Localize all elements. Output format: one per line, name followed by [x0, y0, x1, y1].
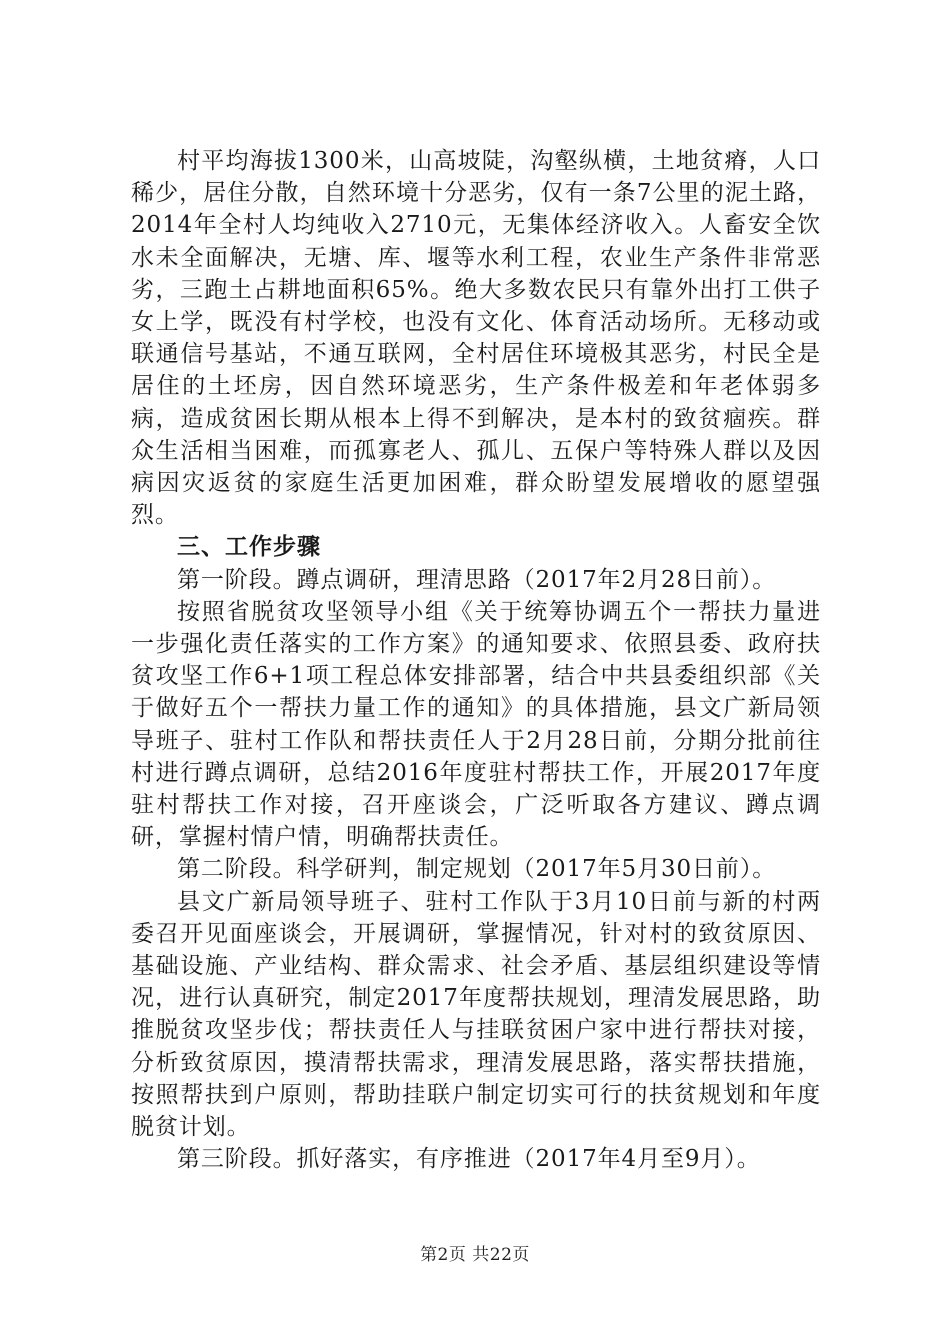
- paragraph-phase-two-detail: 县文广新局领导班子、驻村工作队于3月10日前与新的村两委召开见面座谈会，开展调研，掌握情况，针对村的致贫原因、基础设施、产业结构、群众需求、社会矛盾、基层组织建设等情况，进行认真研究，制定2017年度帮扶规划，理清发展思路，助推脱贫攻坚步伐；帮扶责任人与挂联贫困户家中进行帮扶对接，分析致贫原因，摸清帮扶需求，理清发展思路，落实帮扶措施，按照帮扶到户原则，帮助挂联户制定切实可行的扶贫规划和年度脱贫计划。: [131, 888, 821, 1141]
- paragraph-phase-one-detail: 按照省脱贫攻坚领导小组《关于统筹协调五个一帮扶力量进一步强化责任落实的工作方案》的通知要求、依照县委、政府扶贫攻坚工作6+1项工程总体安排部署，结合中共县委组织部《关于做好五个一帮扶力量工作的通知》的具体措施，县文广新局领导班子、驻村工作队和帮扶责任人于2月28日前，分期分批前往村进行蹲点调研，总结2016年度驻村帮扶工作，开展2017年度驻村帮扶工作对接，召开座谈会，广泛听取各方建议、蹲点调研，掌握村情户情，明确帮扶责任。: [131, 598, 821, 851]
- section-heading-work-steps: 三、工作步骤: [177, 533, 321, 561]
- paragraph-phase-two-title: 第二阶段。科学研判，制定规划（2017年5月30日前）。: [177, 856, 777, 883]
- page-number-footer: 第2页 共22页: [420, 1245, 530, 1265]
- document-body: [131, 145, 821, 1176]
- paragraph-phase-three-title: 第三阶段。抓好落实，有序推进（2017年4月至9月）。: [177, 1146, 761, 1173]
- paragraph-village-conditions: 村平均海拔1300米，山高坡陡，沟壑纵横，土地贫瘠，人口稀少，居住分散，自然环境十分恶劣，仅有一条7公里的泥土路，2014年全村人均纯收入2710元，无集体经济收入。人畜安全饮水未全面解决，无塘、库、堰等水利工程，农业生产条件非常恶劣，三跑土占耕地面积65%。绝大多数农民只有靠外出打工供子女上学，既没有村学校，也没有文化、体育活动场所。无移动或联通信号基站，不通互联网，全村居住环境极其恶劣，村民全是居住的土坯房，因自然环境恶劣，生产条件极差和年老体弱多病，造成贫困长期从根本上得不到解决，是本村的致贫痼疾。群众生活相当困难，而孤寡老人、孤儿、五保户等特殊人群以及因病因灾返贫的家庭生活更加困难，群众盼望发展增收的愿望强烈。: [131, 148, 821, 529]
- paragraph-phase-one-title: 第一阶段。蹲点调研，理清思路（2017年2月28日前）。: [177, 566, 777, 593]
